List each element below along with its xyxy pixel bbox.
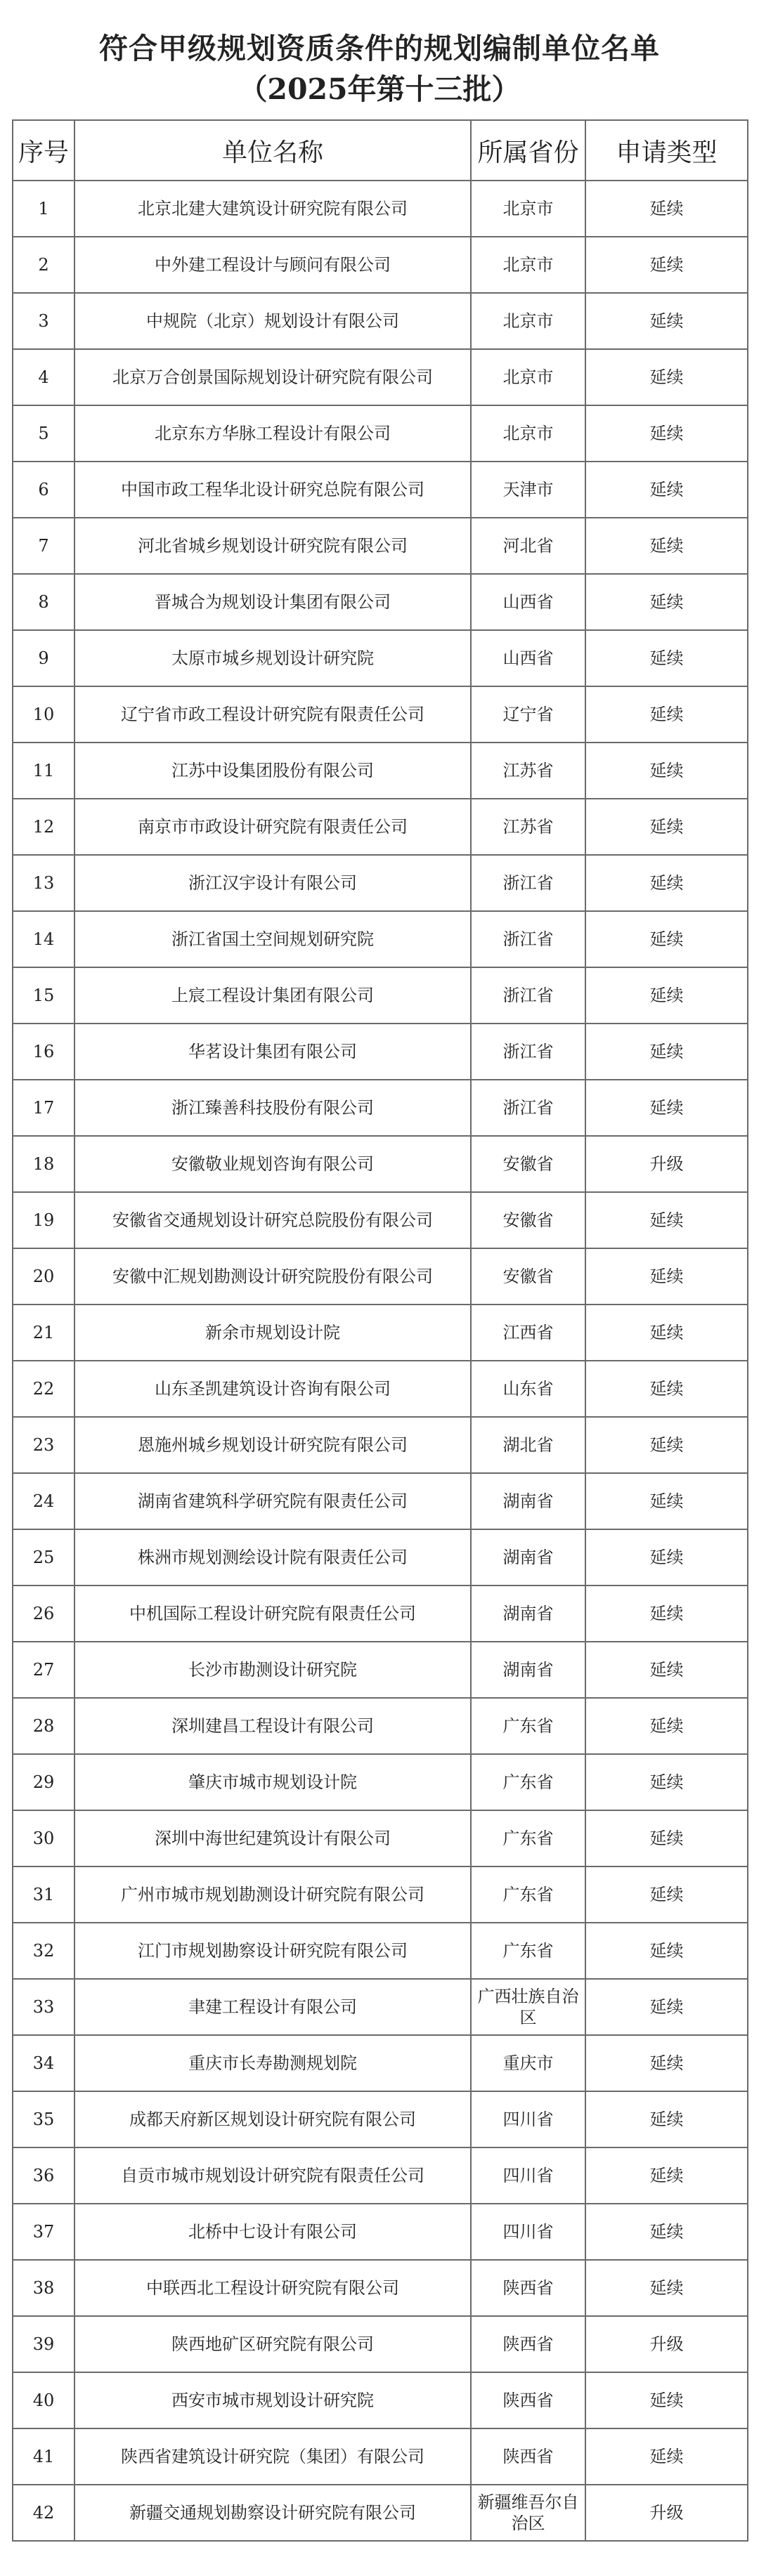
province-cell: 北京市 (471, 237, 585, 293)
application-type-cell: 延续 (585, 462, 748, 518)
table-row (13, 630, 748, 686)
application-type-cell: 延续 (585, 2091, 748, 2147)
serial-number-cell: 11 (13, 743, 74, 799)
province-cell: 湖南省 (471, 1586, 585, 1642)
province-cell: 湖南省 (471, 1529, 585, 1586)
application-type-cell: 延续 (585, 518, 748, 574)
serial-number-cell: 6 (13, 462, 74, 518)
province-cell: 安徽省 (471, 1136, 585, 1192)
application-type-cell: 延续 (585, 1080, 748, 1136)
unit-name-cell: 中规院（北京）规划设计有限公司 (74, 293, 471, 349)
serial-number-cell: 37 (13, 2204, 74, 2260)
table-row (13, 1473, 748, 1529)
serial-number-cell: 19 (13, 1192, 74, 1248)
table-row (13, 349, 748, 405)
table-row (13, 405, 748, 462)
unit-name-cell: 聿建工程设计有限公司 (74, 1979, 471, 2035)
application-type-cell: 延续 (585, 1192, 748, 1248)
application-type-cell: 延续 (585, 1586, 748, 1642)
unit-name-cell: 湖南省建筑科学研究院有限责任公司 (74, 1473, 471, 1529)
unit-name-cell: 成都天府新区规划设计研究院有限公司 (74, 2091, 471, 2147)
unit-name-cell: 株洲市规划测绘设计院有限责任公司 (74, 1529, 471, 1586)
application-type-cell: 延续 (585, 743, 748, 799)
unit-name-cell: 山东圣凯建筑设计咨询有限公司 (74, 1361, 471, 1417)
application-type-cell: 延续 (585, 967, 748, 1024)
serial-number-cell: 2 (13, 237, 74, 293)
table-row (13, 1248, 748, 1305)
unit-name-cell: 深圳建昌工程设计有限公司 (74, 1698, 471, 1754)
table-row (13, 237, 748, 293)
unit-name-cell: 华茗设计集团有限公司 (74, 1024, 471, 1080)
province-cell: 广东省 (471, 1810, 585, 1866)
province-cell: 广东省 (471, 1866, 585, 1923)
province-cell: 安徽省 (471, 1248, 585, 1305)
unit-name-cell: 中联西北工程设计研究院有限公司 (74, 2260, 471, 2316)
province-cell: 广东省 (471, 1923, 585, 1979)
unit-name-cell: 浙江汉宇设计有限公司 (74, 855, 471, 911)
application-type-cell: 延续 (585, 799, 748, 855)
table-row (13, 1754, 748, 1810)
province-cell: 江苏省 (471, 743, 585, 799)
unit-name-cell: 北桥中七设计有限公司 (74, 2204, 471, 2260)
table-row (13, 1024, 748, 1080)
serial-number-cell: 39 (13, 2316, 74, 2372)
unit-name-cell: 北京东方华脉工程设计有限公司 (74, 405, 471, 462)
application-type-cell: 延续 (585, 181, 748, 237)
table-row (13, 1642, 748, 1698)
unit-name-cell: 肇庆市城市规划设计院 (74, 1754, 471, 1810)
column-header-unit-name: 单位名称 (74, 120, 471, 181)
application-type-cell: 延续 (585, 1642, 748, 1698)
table-row (13, 686, 748, 743)
application-type-cell: 延续 (585, 1754, 748, 1810)
province-cell: 广西壮族自治区 (471, 1979, 585, 2035)
serial-number-cell: 20 (13, 1248, 74, 1305)
serial-number-cell: 21 (13, 1305, 74, 1361)
application-type-cell: 延续 (585, 1473, 748, 1529)
province-cell: 浙江省 (471, 967, 585, 1024)
unit-name-cell: 上宸工程设计集团有限公司 (74, 967, 471, 1024)
province-cell: 山西省 (471, 630, 585, 686)
table-row (13, 2428, 748, 2485)
unit-name-cell: 恩施州城乡规划设计研究院有限公司 (74, 1417, 471, 1473)
serial-number-cell: 33 (13, 1979, 74, 2035)
table-row (13, 293, 748, 349)
province-cell: 陕西省 (471, 2372, 585, 2428)
table-row (13, 2485, 748, 2541)
application-type-cell: 延续 (585, 2147, 748, 2204)
province-cell: 江西省 (471, 1305, 585, 1361)
serial-number-cell: 10 (13, 686, 74, 743)
unit-name-cell: 晋城合为规划设计集团有限公司 (74, 574, 471, 630)
serial-number-cell: 27 (13, 1642, 74, 1698)
column-header-application-type: 申请类型 (585, 120, 748, 181)
serial-number-cell: 9 (13, 630, 74, 686)
province-cell: 河北省 (471, 518, 585, 574)
unit-name-cell: 河北省城乡规划设计研究院有限公司 (74, 518, 471, 574)
page-subtitle: （2025年第十三批） (238, 72, 521, 106)
serial-number-cell: 4 (13, 349, 74, 405)
table-row (13, 1529, 748, 1586)
province-cell: 新疆维吾尔自治区 (471, 2485, 585, 2541)
serial-number-cell: 32 (13, 1923, 74, 1979)
serial-number-cell: 29 (13, 1754, 74, 1810)
serial-number-cell: 42 (13, 2485, 74, 2541)
application-type-cell: 延续 (585, 2035, 748, 2091)
column-header-province: 所属省份 (471, 120, 585, 181)
table-row (13, 1698, 748, 1754)
serial-number-cell: 26 (13, 1586, 74, 1642)
application-type-cell: 延续 (585, 1698, 748, 1754)
province-cell: 四川省 (471, 2204, 585, 2260)
table-body (13, 181, 748, 2541)
province-cell: 浙江省 (471, 1080, 585, 1136)
province-cell: 辽宁省 (471, 686, 585, 743)
province-cell: 浙江省 (471, 1024, 585, 1080)
serial-number-cell: 14 (13, 911, 74, 967)
province-cell: 江苏省 (471, 799, 585, 855)
table-row (13, 181, 748, 237)
province-cell: 天津市 (471, 462, 585, 518)
application-type-cell: 延续 (585, 1979, 748, 2035)
serial-number-cell: 24 (13, 1473, 74, 1529)
application-type-cell: 延续 (585, 1024, 748, 1080)
unit-name-cell: 广州市城市规划勘测设计研究院有限公司 (74, 1866, 471, 1923)
serial-number-cell: 36 (13, 2147, 74, 2204)
table-row (13, 1080, 748, 1136)
application-type-cell: 延续 (585, 1529, 748, 1586)
province-cell: 广东省 (471, 1754, 585, 1810)
province-cell: 湖北省 (471, 1417, 585, 1473)
application-type-cell: 延续 (585, 1305, 748, 1361)
serial-number-cell: 8 (13, 574, 74, 630)
serial-number-cell: 35 (13, 2091, 74, 2147)
application-type-cell: 延续 (585, 1361, 748, 1417)
serial-number-cell: 23 (13, 1417, 74, 1473)
application-type-cell: 延续 (585, 1866, 748, 1923)
table-row (13, 1361, 748, 1417)
serial-number-cell: 31 (13, 1866, 74, 1923)
application-type-cell: 延续 (585, 405, 748, 462)
unit-name-cell: 南京市市政设计研究院有限责任公司 (74, 799, 471, 855)
table-row (13, 1136, 748, 1192)
province-cell: 广东省 (471, 1698, 585, 1754)
application-type-cell: 延续 (585, 574, 748, 630)
province-cell: 陕西省 (471, 2316, 585, 2372)
province-cell: 重庆市 (471, 2035, 585, 2091)
unit-name-cell: 陕西省建筑设计研究院（集团）有限公司 (74, 2428, 471, 2485)
unit-name-cell: 陕西地矿区研究院有限公司 (74, 2316, 471, 2372)
application-type-cell: 延续 (585, 2372, 748, 2428)
province-cell: 北京市 (471, 349, 585, 405)
serial-number-cell: 22 (13, 1361, 74, 1417)
province-cell: 湖南省 (471, 1473, 585, 1529)
unit-name-cell: 安徽中汇规划勘测设计研究院股份有限公司 (74, 1248, 471, 1305)
application-type-cell: 升级 (585, 1136, 748, 1192)
unit-name-cell: 安徽省交通规划设计研究总院股份有限公司 (74, 1192, 471, 1248)
application-type-cell: 延续 (585, 911, 748, 967)
unit-name-cell: 浙江省国土空间规划研究院 (74, 911, 471, 967)
unit-name-cell: 北京万合创景国际规划设计研究院有限公司 (74, 349, 471, 405)
province-cell: 山东省 (471, 1361, 585, 1417)
province-cell: 浙江省 (471, 855, 585, 911)
table-row (13, 1417, 748, 1473)
title-block (0, 0, 759, 119)
unit-name-cell: 新疆交通规划勘察设计研究院有限公司 (74, 2485, 471, 2541)
province-cell: 北京市 (471, 405, 585, 462)
application-type-cell: 延续 (585, 1417, 748, 1473)
table-row (13, 2035, 748, 2091)
table-row (13, 2091, 748, 2147)
application-type-cell: 延续 (585, 2260, 748, 2316)
application-type-cell: 延续 (585, 1923, 748, 1979)
table-row (13, 743, 748, 799)
table-row (13, 1192, 748, 1248)
table-row (13, 462, 748, 518)
application-type-cell: 延续 (585, 1810, 748, 1866)
serial-number-cell: 15 (13, 967, 74, 1024)
table-row (13, 1810, 748, 1866)
province-cell: 湖南省 (471, 1642, 585, 1698)
unit-name-cell: 新余市规划设计院 (74, 1305, 471, 1361)
unit-name-cell: 中外建工程设计与顾问有限公司 (74, 237, 471, 293)
serial-number-cell: 18 (13, 1136, 74, 1192)
unit-name-cell: 北京北建大建筑设计研究院有限公司 (74, 181, 471, 237)
unit-name-cell: 安徽敬业规划咨询有限公司 (74, 1136, 471, 1192)
application-type-cell: 延续 (585, 1248, 748, 1305)
application-type-cell: 延续 (585, 855, 748, 911)
unit-name-cell: 重庆市长寿勘测规划院 (74, 2035, 471, 2091)
serial-number-cell: 38 (13, 2260, 74, 2316)
table-row (13, 799, 748, 855)
unit-name-cell: 江苏中设集团股份有限公司 (74, 743, 471, 799)
serial-number-cell: 7 (13, 518, 74, 574)
serial-number-cell: 17 (13, 1080, 74, 1136)
application-type-cell: 升级 (585, 2485, 748, 2541)
serial-number-cell: 41 (13, 2428, 74, 2485)
serial-number-cell: 5 (13, 405, 74, 462)
serial-number-cell: 3 (13, 293, 74, 349)
serial-number-cell: 1 (13, 181, 74, 237)
table-row (13, 2316, 748, 2372)
table-row (13, 911, 748, 967)
unit-name-cell: 中机国际工程设计研究院有限责任公司 (74, 1586, 471, 1642)
unit-list-table (12, 119, 748, 2542)
serial-number-cell: 25 (13, 1529, 74, 1586)
province-cell: 四川省 (471, 2091, 585, 2147)
province-cell: 陕西省 (471, 2260, 585, 2316)
application-type-cell: 延续 (585, 2428, 748, 2485)
unit-name-cell: 长沙市勘测设计研究院 (74, 1642, 471, 1698)
application-type-cell: 延续 (585, 2204, 748, 2260)
table-row (13, 2372, 748, 2428)
table-row (13, 967, 748, 1024)
province-cell: 山西省 (471, 574, 585, 630)
table-row (13, 2204, 748, 2260)
table-row (13, 1586, 748, 1642)
unit-name-cell: 江门市规划勘察设计研究院有限公司 (74, 1923, 471, 1979)
application-type-cell: 延续 (585, 349, 748, 405)
unit-name-cell: 深圳中海世纪建筑设计有限公司 (74, 1810, 471, 1866)
table-row (13, 1305, 748, 1361)
serial-number-cell: 16 (13, 1024, 74, 1080)
province-cell: 浙江省 (471, 911, 585, 967)
unit-name-cell: 太原市城乡规划设计研究院 (74, 630, 471, 686)
unit-name-cell: 自贡市城市规划设计研究院有限责任公司 (74, 2147, 471, 2204)
page-title: 符合甲级规划资质条件的规划编制单位名单 (99, 32, 660, 65)
table-row (13, 855, 748, 911)
table-row (13, 518, 748, 574)
province-cell: 陕西省 (471, 2428, 585, 2485)
table-header (13, 120, 748, 181)
table-row (13, 1866, 748, 1923)
table-row (13, 2260, 748, 2316)
serial-number-cell: 12 (13, 799, 74, 855)
table-row (13, 1979, 748, 2035)
serial-number-cell: 34 (13, 2035, 74, 2091)
serial-number-cell: 30 (13, 1810, 74, 1866)
serial-number-cell: 28 (13, 1698, 74, 1754)
application-type-cell: 延续 (585, 630, 748, 686)
application-type-cell: 延续 (585, 293, 748, 349)
table-row (13, 574, 748, 630)
application-type-cell: 延续 (585, 237, 748, 293)
unit-name-cell: 中国市政工程华北设计研究总院有限公司 (74, 462, 471, 518)
table-row (13, 1923, 748, 1979)
serial-number-cell: 13 (13, 855, 74, 911)
unit-name-cell: 浙江臻善科技股份有限公司 (74, 1080, 471, 1136)
serial-number-cell: 40 (13, 2372, 74, 2428)
unit-name-cell: 西安市城市规划设计研究院 (74, 2372, 471, 2428)
application-type-cell: 升级 (585, 2316, 748, 2372)
application-type-cell: 延续 (585, 686, 748, 743)
unit-name-cell: 辽宁省市政工程设计研究院有限责任公司 (74, 686, 471, 743)
table-row (13, 2147, 748, 2204)
province-cell: 四川省 (471, 2147, 585, 2204)
province-cell: 北京市 (471, 181, 585, 237)
column-header-serial: 序号 (13, 120, 74, 181)
header-row (13, 120, 748, 181)
province-cell: 安徽省 (471, 1192, 585, 1248)
province-cell: 北京市 (471, 293, 585, 349)
